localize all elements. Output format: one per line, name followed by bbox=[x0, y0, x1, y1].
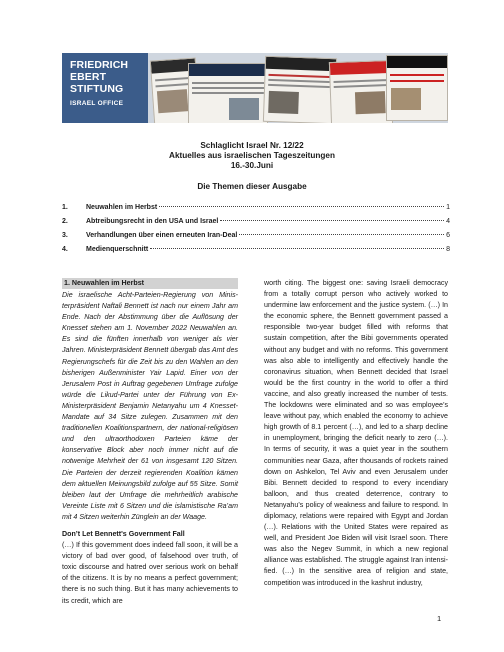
toc-entry[interactable] bbox=[62, 232, 450, 242]
toc-title: Abtreibungsrecht in den USA und Israel bbox=[86, 218, 219, 225]
toc-number: 1. bbox=[62, 204, 68, 211]
toc-page: 1 bbox=[446, 204, 450, 211]
logo-line-3: STIFTUNG bbox=[70, 83, 124, 95]
newspaper-image bbox=[188, 63, 268, 123]
article-text-right: worth citing. The biggest one: saving Israeli democracy from a totally corrupt person who actively worked to undermine law enforcement and the justice system. (…) In the economic sphere, the Bennett government passed a responsible two-year budget filled with reforms that sustain competition, after the Bibi governments operated without any budget and with no reforms. This government was also able to intelligently and effectively handle the coronavirus situation, when Bennett decided that Israel would be the first country in the world to offer a third vaccine, and also greatly increased the number of tests. The lockdowns were eliminated and so was employee’s leave without pay, which enabled the economy to achieve high growth of 8.1 percent (…), and led to a sharp decline in unemployment, bringing the deficit nearly to zero (…). In terms of security, it was a quiet year in the southern communities near Gaza, after thousands of rockets rained down on Ashkelon, Tel Aviv and even Jerusalem under Bibi. Bennett decided to respond to every incendiary balloon, and thus created deterrence, contrary to Netanyahu’s policy of weakness and failure to respond. In diplomacy, relations were repaired with Egypt and Jordan (…). Relations with the United States were repaired as well, and President Joe Biden will visit Israel soon. There was also the Negev Summit, in which a new regional alliance was established. The struggle against Iran intensified. (…) In the sensitive area of religion and state, competition was introduced in the kashrut industry, bbox=[264, 279, 448, 587]
section-heading: 1. Neuwahlen im Herbst bbox=[62, 278, 238, 289]
section-intro: Die israelische Acht-Parteien-Regierung von Ministerpräsident Naftali Bennett ist nach nur einem Jahr am Ende. Nach der Abstimmung über die Auflösung der Knesset stehen am 1. November 2022 Neuwahlen an. Es sind die fünften innerhalb von weniger als vier Jahren. Ministerpräsident Bennett übergab das Amt des Regierungschefs für die Zeit bis zu den Wahlen an den bisherigen Außenminister Yair Lapid. Einer von der Jerusalem Post in Auftrag gegebenen Umfrage zufolge würde die Likud-Partei unter der Führung von Ex-Ministerpräsident Benjamin Netanyahu um 4 Knesset-Mandate auf 34 Sitze zulegen. Zusammen mit den traditionellen Koalitionspartnern, der national-religiösen und den ultraorthodoxen Parteien käme der konservative Block aber noch immer nicht auf die notwenige Mehrheit der 61 von insgesamt 120 Sitzen. Die Parteien der derzeit regierenden Koalition kämen dem aktuellen Meinungsbild zufolge auf 55 Sitze. Somit bleiben laut der Umfrage die mehrheitlich arabische Vereinte Liste mit 6 Sitzen und die islamistische Ra’am mit 4 Sitzen weiterhin Zünglein an der Waage. bbox=[62, 291, 238, 521]
logo-line-1: FRIEDRICH bbox=[70, 59, 129, 71]
toc-entry[interactable] bbox=[62, 246, 450, 256]
toc-number: 2. bbox=[62, 218, 68, 225]
toc-number: 4. bbox=[62, 246, 68, 253]
newspaper-image bbox=[386, 55, 448, 121]
toc-title: Verhandlungen über einen erneuten Iran-Deal bbox=[86, 232, 238, 239]
fes-logo bbox=[62, 53, 148, 123]
newspaper-image bbox=[263, 56, 337, 123]
article-text-left: (…) If this government does indeed fall soon, it will be a victory of bad over good, of falsehood over truth, of toxic discourse and hatred over serious work on behalf of the citizens. It is by no means a perfect government; there is no such thing. But it has many achievements to its credit, which are bbox=[62, 541, 238, 605]
toc-leader bbox=[239, 234, 444, 235]
toc-number: 3. bbox=[62, 232, 68, 239]
toc-page: 6 bbox=[446, 232, 450, 239]
header-banner bbox=[62, 53, 448, 123]
right-column bbox=[264, 278, 448, 589]
toc-title: Neuwahlen im Herbst bbox=[86, 204, 158, 211]
title-line-1: Schlaglicht Israel Nr. 12/22 bbox=[200, 141, 304, 150]
toc-page: 4 bbox=[446, 218, 450, 225]
page-number: 1 bbox=[437, 614, 442, 623]
logo-line-2: EBERT bbox=[70, 71, 107, 83]
toc-page: 8 bbox=[446, 246, 450, 253]
toc-leader bbox=[159, 206, 444, 207]
toc-leader bbox=[220, 220, 444, 221]
article-title: Don’t Let Bennett's Government Fall bbox=[62, 529, 185, 538]
left-column bbox=[62, 278, 238, 607]
toc-title: Medienquerschnitt bbox=[86, 246, 149, 253]
toc-entry[interactable] bbox=[62, 218, 450, 228]
themes-heading: Die Themen dieser Ausgabe bbox=[197, 182, 307, 191]
newspaper-image bbox=[329, 60, 393, 123]
newspaper-collage-image bbox=[148, 53, 448, 123]
title-line-2: Aktuelles aus israelischen Tageszeitungen bbox=[169, 151, 335, 160]
toc-leader bbox=[150, 248, 444, 249]
document-title bbox=[0, 141, 504, 171]
toc-entry[interactable] bbox=[62, 204, 450, 214]
title-line-3: 16.-30.Juni bbox=[230, 161, 274, 170]
logo-line-4: ISRAEL OFFICE bbox=[70, 100, 124, 107]
